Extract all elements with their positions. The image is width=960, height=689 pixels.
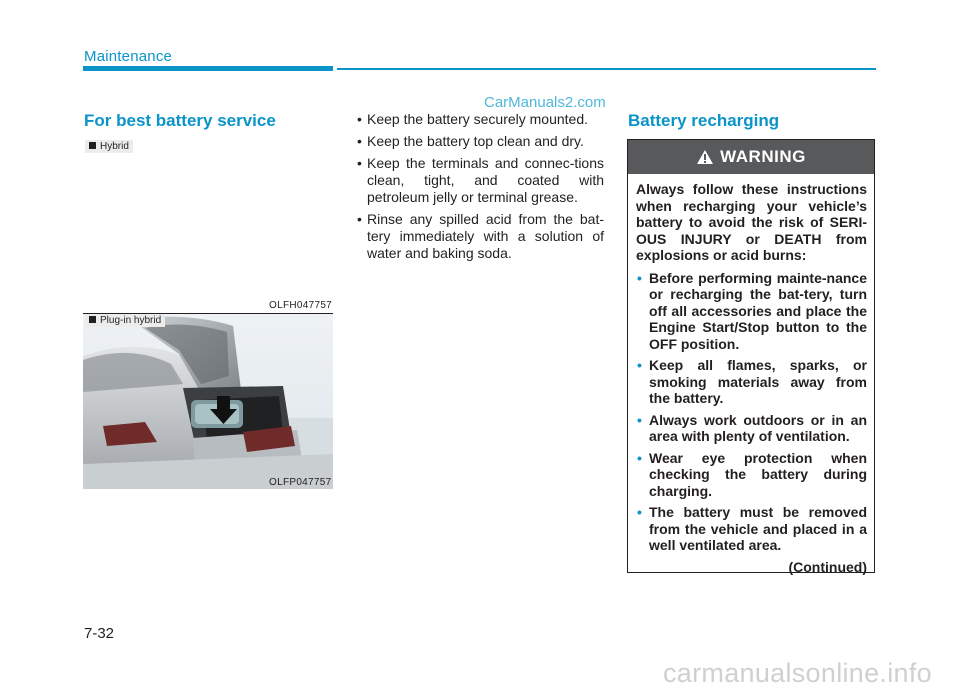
warning-item: • The battery must be removed from the vehicle and placed in a well ventilated area. <box>636 504 867 554</box>
plugin-hybrid-tag <box>85 314 165 327</box>
warning-triangle-icon <box>696 149 714 165</box>
warning-box <box>627 139 875 573</box>
watermark-top: CarManuals2.com <box>484 94 606 111</box>
battery-service-list <box>356 111 604 267</box>
warning-intro: Always follow these instructions when recharging your vehicle’s battery to avoid the risk of SERI-OUS INJURY or DEATH from explosions or acid burns: <box>636 181 867 263</box>
hybrid-tag <box>85 140 133 153</box>
tag-square-icon <box>89 316 96 323</box>
figure-code-hybrid: OLFH047757 <box>269 300 333 311</box>
warning-item: • Keep all flames, sparks, or smoking materials away from the battery. <box>636 357 867 407</box>
hybrid-tag-label: Hybrid <box>100 141 129 152</box>
warning-list <box>636 270 867 554</box>
warning-continued: (Continued) <box>788 558 867 575</box>
list-item: • Rinse any spilled acid from the bat-tery immediately with a solution of water and baking soda. <box>356 211 604 262</box>
warning-heading: WARNING <box>720 147 806 166</box>
tag-square-icon <box>89 142 96 149</box>
list-item: • Keep the battery top clean and dry. <box>356 133 604 150</box>
warning-header <box>628 140 874 174</box>
section-title-recharging: Battery recharging <box>628 111 780 130</box>
header-rule-thick <box>83 66 333 71</box>
header-rule-thin <box>337 68 876 70</box>
footer-watermark: carmanualsonline.info <box>663 658 932 688</box>
trunk-photo <box>83 314 333 489</box>
warning-body <box>628 174 874 575</box>
section-title-battery-service: For best battery service <box>84 111 276 130</box>
warning-item: • Always work outdoors or in an area with plenty of ventilation. <box>636 412 867 445</box>
list-item: • Keep the battery securely mounted. <box>356 111 604 128</box>
warning-item: • Before performing mainte-nance or recharging the bat-tery, turn off all accessories and place the Engine Start/Stop button to the OFF position. <box>636 270 867 353</box>
list-item: • Keep the terminals and connec-tions clean, tight, and coated with petroleum jelly or terminal grease. <box>356 155 604 206</box>
section-header: Maintenance <box>84 48 173 65</box>
warning-item: • Wear eye protection when checking the battery during charging. <box>636 450 867 500</box>
plugin-hybrid-tag-label: Plug-in hybrid <box>100 315 162 326</box>
figure-code-plugin: OLFP047757 <box>269 477 332 488</box>
page-number: 7-32 <box>84 625 115 642</box>
